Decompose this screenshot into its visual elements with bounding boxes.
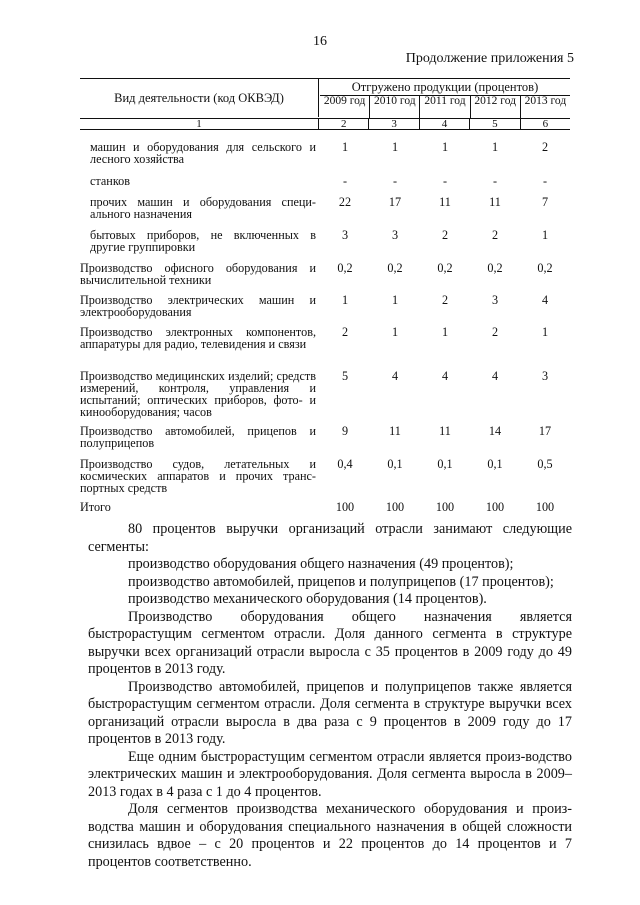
list-item: производство автомобилей, прицепов и полуприцепов (17 процентов); (128, 573, 554, 590)
row-value: 0,5 (537, 457, 553, 471)
row-value: 0,2 (337, 261, 353, 275)
row-label: Производство электрических машин и электрооборудования (80, 293, 316, 319)
paragraph: 80 процентов выручки организаций отрасли занимают следующие сегменты: (88, 521, 572, 555)
column-header-shipped: Отгружено продукции (процентов) (320, 79, 570, 96)
row-value: 1 (341, 293, 349, 307)
row-value: 1 (391, 293, 399, 307)
page-number: 16 (313, 34, 327, 49)
appendix-continuation: Продолжение приложения 5 (405, 51, 574, 66)
year-header: 2013 год (524, 95, 567, 107)
row-value: 22 (338, 195, 352, 209)
row-value: 11 (439, 195, 451, 209)
row-value: 4 (391, 369, 399, 383)
row-value: 9 (341, 424, 349, 438)
row-value: 0,1 (387, 457, 403, 471)
row-value: 2 (491, 325, 499, 339)
row-value: 3 (341, 228, 349, 242)
list-item: производство механического оборудования (14 процентов). (128, 591, 487, 607)
row-value: 0,4 (337, 457, 353, 471)
row-value: 100 (485, 500, 505, 514)
paragraph: Производство автомобилей, прицепов и полуприцепов также является быстрорастущим сегментом отрасли. Доля сегмента в структуре выручки всех организаций отрасли выросла в два раза с 9 процентов в 2009 году до 17 процентов в 2013 году. (88, 678, 572, 747)
column-number: 4 (420, 119, 470, 129)
column-number: 5 (470, 119, 520, 129)
row-label: Производство офисного оборудования и вычислительной техники (80, 261, 316, 287)
row-label: Производство судов, летательных и космических аппаратов и прочих транс-портных средств (80, 457, 316, 495)
column-number: 6 (542, 118, 549, 130)
row-value: 11 (439, 424, 451, 438)
row-value: 1 (491, 140, 499, 154)
row-value: 0,2 (487, 261, 503, 275)
column-number: 1 (80, 119, 319, 129)
row-value: - (392, 174, 398, 188)
list-item: производство оборудования общего назначения (49 процентов); (128, 556, 514, 572)
row-value: 17 (388, 195, 402, 209)
row-value: 1 (341, 140, 349, 154)
row-value: 0,1 (487, 457, 503, 471)
table-header (80, 78, 570, 128)
row-value: 0,2 (537, 261, 553, 275)
row-value: 0,2 (387, 261, 403, 275)
row-value: 14 (488, 424, 502, 438)
row-value: 2 (541, 140, 549, 154)
row-value: - (492, 174, 498, 188)
row-label: бытовых приборов, не включенных в другие группировки (90, 228, 316, 254)
paragraph: Еще одним быстрорастущим сегментом отрасли является произ-водство электрических машин и электрооборудования. Доля сегмента выросла в 2009–2013 годах в 4 раза с 1 до 4 процентов. (88, 748, 572, 800)
row-value: 4 (441, 369, 449, 383)
row-value: 1 (391, 325, 399, 339)
row-value: 4 (491, 369, 499, 383)
row-value: 1 (441, 140, 449, 154)
row-value: - (542, 174, 548, 188)
row-value: 3 (491, 293, 499, 307)
row-value: 100 (435, 500, 455, 514)
row-value: 2 (341, 325, 349, 339)
year-headers (320, 96, 570, 118)
row-value: 3 (541, 369, 549, 383)
row-label: машин и оборудования для сельского и лесного хозяйства (90, 140, 316, 166)
year-header: 2009 год (320, 96, 370, 118)
year-header: 2012 год (471, 96, 521, 118)
row-value: - (442, 174, 448, 188)
row-value: 3 (391, 228, 399, 242)
paragraph: Производство оборудования общего назначения является быстрорастущим сегментом отрасли. Доля данного сегмента в структуре выручки всех организаций отрасли выросла с 35 процентов в 2009 году до 49 процентов в 2013 году. (88, 608, 572, 677)
row-value: 1 (391, 140, 399, 154)
row-value: 17 (538, 424, 552, 438)
row-value: 2 (441, 228, 449, 242)
paragraph: Доля сегментов производства механического оборудования и произ-водства машин и оборудования специального назначения в общей сложности снизилась вдвое – с 20 процентов и 22 процентов до 14 процентов и 7 процентов соответственно. (88, 801, 572, 870)
row-value: - (342, 174, 348, 188)
row-value: 2 (491, 228, 499, 242)
row-value: 1 (541, 325, 549, 339)
row-label: Производство электронных компонентов, аппаратуры для радио, телевидения и связи (80, 325, 316, 351)
row-value: 0,2 (437, 261, 453, 275)
column-number-row (80, 118, 570, 130)
row-value: 5 (341, 369, 349, 383)
row-value: 4 (541, 293, 549, 307)
row-value: 7 (541, 195, 549, 209)
year-header: 2011 год (420, 96, 470, 118)
row-value: 0,1 (437, 457, 453, 471)
row-value: 100 (335, 500, 355, 514)
row-label: Производство медицинских изделий; средств измерений, контроля, управления и испытаний; оптических приборов, фото- и кинооборудования; часов (80, 369, 316, 419)
row-value: 2 (441, 293, 449, 307)
row-label: Производство автомобилей, прицепов и полуприцепов (80, 424, 316, 450)
row-label: станков (90, 174, 130, 188)
row-value: 11 (389, 424, 401, 438)
column-number: 2 (319, 119, 369, 129)
body-text (88, 521, 572, 871)
row-label: Итого (80, 500, 111, 514)
row-value: 1 (541, 228, 549, 242)
year-header: 2010 год (370, 96, 420, 118)
row-value: 100 (385, 500, 405, 514)
row-value: 1 (441, 325, 449, 339)
row-value: 11 (489, 195, 501, 209)
column-number: 3 (369, 119, 419, 129)
column-header-activity: Вид деятельности (код ОКВЭД) (80, 79, 319, 117)
row-label: прочих машин и оборудования специ-ального назначения (90, 195, 316, 221)
row-value: 100 (535, 500, 555, 514)
